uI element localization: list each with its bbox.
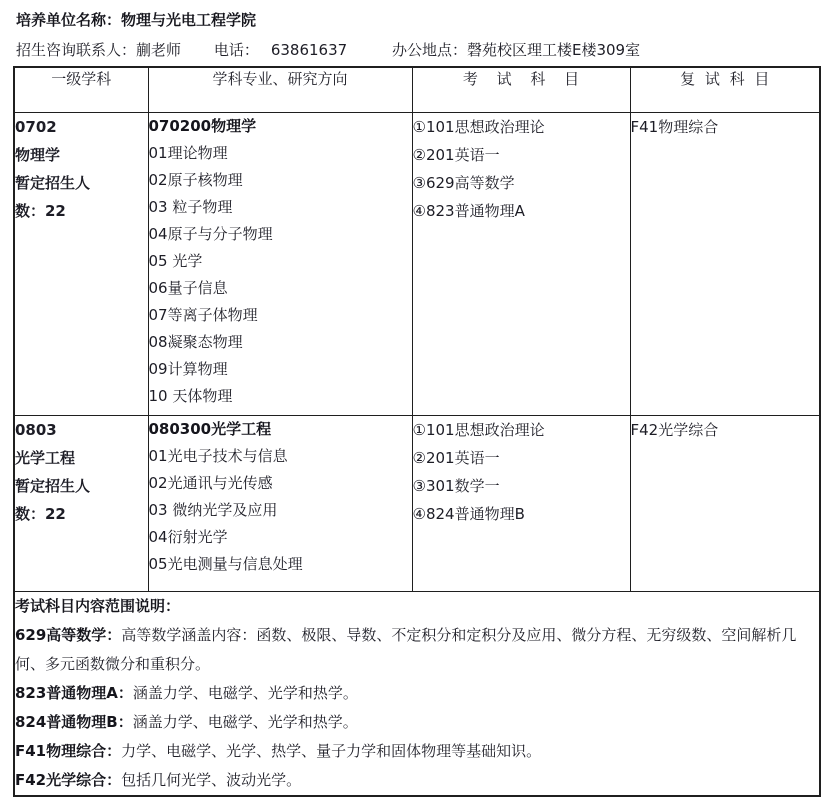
exam-subject-item: ①101思想政治理论 (412, 118, 545, 136)
discipline-line: 0803 (15, 421, 57, 439)
research-direction-item: 07等离子体物理 (148, 306, 258, 324)
discipline-line: 物理学 (15, 146, 61, 164)
note-label: 629高等数学： (15, 626, 122, 644)
program-title: 080300光学工程 (148, 420, 272, 438)
research-direction-item: 02光通讯与光传感 (148, 474, 273, 492)
exam-subject-item: ③301数学一 (412, 477, 500, 495)
training-unit-label: 培养单位名称： (16, 11, 122, 29)
physics-discipline-cell (14, 113, 148, 416)
research-direction-item: 03 粒子物理 (148, 198, 233, 216)
exam-subject-item: ②201英语一 (412, 146, 500, 164)
contact-info-line (16, 39, 816, 60)
research-direction-item: 02原子核物理 (148, 171, 243, 189)
research-direction-item: 05 光学 (148, 252, 203, 270)
notes-title: 考试科目内容范围说明： (15, 597, 181, 615)
physics-retest-cell (630, 113, 820, 416)
exam-subject-item: ③629高等数学 (412, 174, 515, 192)
discipline-line: 数：22 (15, 202, 66, 220)
table-notes-row (14, 592, 820, 797)
note-item (15, 766, 819, 795)
optics-discipline-cell (14, 416, 148, 592)
note-text: 包括几何光学、波动光学。 (121, 771, 302, 789)
table-header-row (14, 67, 820, 113)
retest-subject: F41物理综合 (630, 118, 719, 136)
note-item (15, 737, 819, 766)
header-retest-subjects: 复 试 科 目 (630, 67, 820, 113)
table-row-optics (14, 416, 820, 592)
discipline-line: 0702 (15, 118, 57, 136)
research-direction-item: 01理论物理 (148, 144, 228, 162)
phone-label: 电话： (213, 41, 259, 59)
retest-subject: F42光学综合 (630, 421, 719, 439)
research-direction-item: 08凝聚态物理 (148, 333, 243, 351)
research-direction-item: 04衍射光学 (148, 528, 228, 546)
note-label: 823普通物理A： (15, 684, 133, 702)
discipline-line: 光学工程 (15, 449, 76, 467)
discipline-line: 暂定招生人 (15, 174, 91, 192)
admissions-table (13, 66, 821, 797)
optics-program-cell (148, 416, 412, 592)
training-unit-name: 物理与光电工程学院 (121, 11, 257, 29)
research-direction-item: 01光电子技术与信息 (148, 447, 288, 465)
note-item (15, 708, 819, 737)
research-direction-item: 04原子与分子物理 (148, 225, 273, 243)
training-unit-line (16, 9, 816, 30)
office-location: 磬苑校区理工楼E楼309室 (466, 41, 641, 59)
research-direction-item: 10 天体物理 (148, 387, 233, 405)
exam-subject-item: ④824普通物理B (412, 505, 525, 523)
exam-subject-item: ④823普通物理A (412, 202, 525, 220)
note-item (15, 679, 819, 708)
note-text: 力学、电磁学、光学、热学、量子力学和固体物理等基础知识。 (121, 742, 542, 760)
note-label: F42光学综合： (15, 771, 122, 789)
office-label: 办公地点： (391, 41, 467, 59)
research-direction-item: 06量子信息 (148, 279, 228, 297)
optics-exam-cell (412, 416, 630, 592)
physics-program-cell (148, 113, 412, 416)
note-text: 涵盖力学、电磁学、光学和热学。 (132, 713, 358, 731)
optics-retest-cell (630, 416, 820, 592)
note-label: F41物理综合： (15, 742, 122, 760)
note-label: 824普通物理B： (15, 713, 133, 731)
exam-subject-item: ②201英语一 (412, 449, 500, 467)
exam-scope-notes-cell (14, 592, 820, 797)
header-discipline: 一级学科 (14, 67, 148, 113)
note-item (15, 621, 819, 679)
research-direction-item: 09计算物理 (148, 360, 228, 378)
document-header (0, 0, 832, 60)
header-exam-subjects: 考 试 科 目 (412, 67, 630, 113)
exam-subject-item: ①101思想政治理论 (412, 421, 545, 439)
discipline-line: 数：22 (15, 505, 66, 523)
discipline-line: 暂定招生人 (15, 477, 91, 495)
research-direction-item: 05光电测量与信息处理 (148, 555, 303, 573)
physics-exam-cell (412, 113, 630, 416)
program-title: 070200物理学 (148, 117, 257, 135)
table-row-physics (14, 113, 820, 416)
note-text: 高等数学涵盖内容：函数、极限、导数、不定积分和定积分及应用、微分方程、无穷级数、空间解析几何、多元函数微分和重积分。 (15, 626, 797, 673)
note-text: 涵盖力学、电磁学、光学和热学。 (132, 684, 358, 702)
contact-label: 招生咨询联系人： (16, 41, 137, 59)
header-program: 学科专业、研究方向 (148, 67, 412, 113)
research-direction-item: 03 微纳光学及应用 (148, 501, 278, 519)
contact-name: 蒯老师 (136, 41, 182, 59)
phone-number: 63861637 (270, 41, 348, 59)
